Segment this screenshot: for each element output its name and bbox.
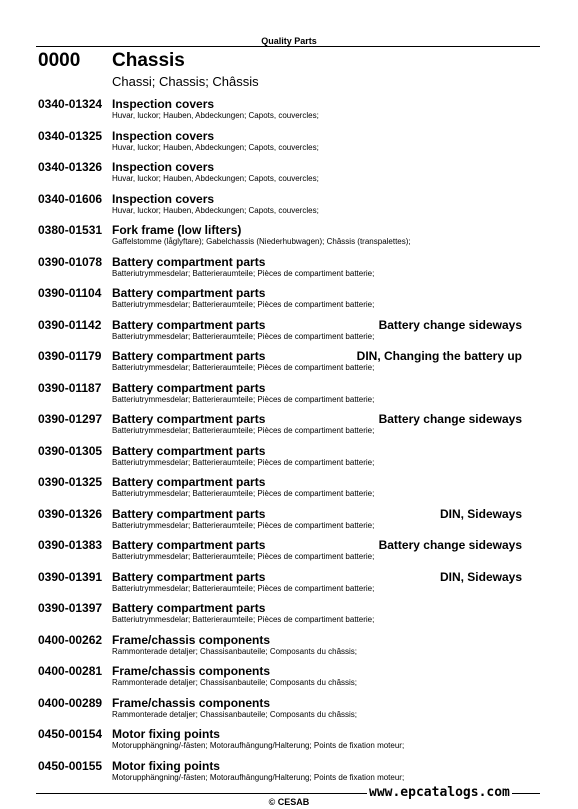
part-entry xyxy=(0,349,578,381)
part-title: Motor fixing points xyxy=(112,727,220,741)
part-title: Motor fixing points xyxy=(112,758,220,773)
part-translations: Motorupphängning/-fästen; Motoraufhängung/Halterung; Points de fixation moteur; xyxy=(112,741,405,750)
part-entry xyxy=(0,475,578,507)
part-translations: Huvar, luckor; Hauben, Abdeckungen; Capots, couvercles; xyxy=(112,174,319,183)
part-translations: Batteriutrymmesdelar; Batterieraumteile; Pièces de compartiment batterie; xyxy=(112,394,375,404)
part-entry xyxy=(0,381,578,413)
part-note: DIN, Sideways xyxy=(439,569,522,584)
part-title: Battery compartment parts xyxy=(112,254,266,269)
part-title: Inspection covers xyxy=(112,160,215,174)
part-title: Battery compartment parts xyxy=(112,475,266,489)
part-translations: Huvar, luckor; Hauben, Abdeckungen; Capots, couvercles; xyxy=(112,111,319,120)
part-code: 0390-01078 xyxy=(38,254,103,269)
part-code: 0390-01325 xyxy=(38,475,103,489)
part-title: Frame/chassis components xyxy=(112,695,271,710)
part-note: Battery change sideways xyxy=(378,538,522,552)
part-title: Frame/chassis components xyxy=(112,632,271,647)
part-title: Battery compartment parts xyxy=(112,412,266,426)
part-entry xyxy=(0,507,578,539)
part-code: 0340-01324 xyxy=(38,97,103,111)
part-note: DIN, Changing the battery up xyxy=(356,349,522,363)
part-translations: Batteriutrymmesdelar; Batterieraumteile; Pièces de compartiment batterie; xyxy=(112,300,375,309)
part-translations: Batteriutrymmesdelar; Batterieraumteile; Pièces de compartiment batterie; xyxy=(112,426,375,435)
part-translations: Gaffelstomme (låglyftare); Gabelchassis (Niederhubwagen); Châssis (transpalettes); xyxy=(112,237,411,246)
part-translations: Batteriutrymmesdelar; Batterieraumteile; Pièces de compartiment batterie; xyxy=(112,520,375,530)
part-code: 0340-01606 xyxy=(38,191,103,206)
part-code: 0390-01187 xyxy=(38,380,102,395)
part-note: Battery change sideways xyxy=(378,412,522,426)
part-code: 0340-01326 xyxy=(38,160,103,174)
part-entry xyxy=(0,318,578,350)
part-code: 0400-00281 xyxy=(38,664,103,678)
part-title: Battery compartment parts xyxy=(112,601,266,615)
part-translations: Rammonterade detaljer; Chassisanbauteile; Composants du châssis; xyxy=(112,709,358,719)
part-entry xyxy=(0,97,578,129)
part-entry xyxy=(0,570,578,602)
part-entry xyxy=(0,601,578,633)
part-title: Inspection covers xyxy=(112,97,215,111)
part-title: Battery compartment parts xyxy=(112,506,266,521)
part-translations: Batteriutrymmesdelar; Batterieraumteile; Pièces de compartiment batterie; xyxy=(112,583,375,593)
part-translations: Batteriutrymmesdelar; Batterieraumteile; Pièces de compartiment batterie; xyxy=(112,268,375,278)
part-title: Battery compartment parts xyxy=(112,443,266,458)
part-title: Inspection covers xyxy=(112,191,215,206)
part-translations: Batteriutrymmesdelar; Batterieraumteile; Pièces de compartiment batterie; xyxy=(112,552,375,561)
part-translations: Rammonterade detaljer; Chassisanbauteile; Composants du châssis; xyxy=(112,646,358,656)
part-entry xyxy=(0,160,578,192)
part-title: Battery compartment parts xyxy=(112,286,266,300)
part-code: 0450-00155 xyxy=(38,758,103,773)
part-entry xyxy=(0,633,578,665)
parts-list xyxy=(0,97,578,790)
part-code: 0380-01531 xyxy=(38,223,103,237)
part-title: Battery compartment parts xyxy=(112,569,266,584)
part-code: 0390-01326 xyxy=(38,506,103,521)
header-title: Quality Parts xyxy=(261,36,317,46)
part-note: DIN, Sideways xyxy=(439,506,522,521)
part-entry xyxy=(0,129,578,161)
footer-logo: © CESAB xyxy=(268,797,310,807)
part-title: Inspection covers xyxy=(112,128,215,143)
part-code: 0390-01305 xyxy=(38,443,103,458)
top-rule xyxy=(36,46,540,47)
part-entry xyxy=(0,664,578,696)
part-code: 0390-01179 xyxy=(38,349,102,363)
part-title: Battery compartment parts xyxy=(112,349,266,363)
part-code: 0450-00154 xyxy=(38,727,103,741)
part-code: 0340-01325 xyxy=(38,128,103,143)
part-translations: Motorupphängning/-fästen; Motoraufhängung/Halterung; Points de fixation moteur; xyxy=(112,772,405,782)
section-code: 0000 xyxy=(38,50,81,71)
part-code: 0390-01397 xyxy=(38,601,103,615)
part-translations: Batteriutrymmesdelar; Batterieraumteile; Pièces de compartiment batterie; xyxy=(112,331,375,341)
part-entry xyxy=(0,286,578,318)
part-entry xyxy=(0,538,578,570)
part-entry xyxy=(0,223,578,255)
part-entry xyxy=(0,696,578,728)
part-code: 0400-00262 xyxy=(38,632,103,647)
part-title: Battery compartment parts xyxy=(112,317,266,332)
part-translations: Batteriutrymmesdelar; Batterieraumteile; Pièces de compartiment batterie; xyxy=(112,363,375,372)
part-translations: Batteriutrymmesdelar; Batterieraumteile; Pièces de compartiment batterie; xyxy=(112,457,375,467)
part-entry xyxy=(0,412,578,444)
part-code: 0390-01391 xyxy=(38,569,103,584)
part-entry xyxy=(0,192,578,224)
section-subtitle: Chassi; Chassis; Châssis xyxy=(112,74,259,89)
part-translations: Batteriutrymmesdelar; Batterieraumteile; Pièces de compartiment batterie; xyxy=(112,615,375,624)
part-code: 0390-01142 xyxy=(38,317,102,332)
part-title: Fork frame (low lifters) xyxy=(112,223,242,237)
part-note: Battery change sideways xyxy=(378,317,522,332)
part-entry xyxy=(0,444,578,476)
section-name: Chassis xyxy=(112,50,185,71)
part-title: Frame/chassis components xyxy=(112,664,271,678)
part-translations: Rammonterade detaljer; Chassisanbauteile; Composants du châssis; xyxy=(112,678,358,687)
part-title: Battery compartment parts xyxy=(112,380,266,395)
part-translations: Batteriutrymmesdelar; Batterieraumteile; Pièces de compartiment batterie; xyxy=(112,489,375,498)
part-entry xyxy=(0,255,578,287)
part-code: 0390-01297 xyxy=(38,412,103,426)
part-code: 0400-00289 xyxy=(38,695,103,710)
part-code: 0390-01104 xyxy=(38,286,102,300)
part-entry xyxy=(0,727,578,759)
part-title: Battery compartment parts xyxy=(112,538,266,552)
part-code: 0390-01383 xyxy=(38,538,103,552)
part-translations: Huvar, luckor; Hauben, Abdeckungen; Capots, couvercles; xyxy=(112,142,319,152)
watermark: www.epcatalogs.com xyxy=(369,785,510,800)
part-translations: Huvar, luckor; Hauben, Abdeckungen; Capots, couvercles; xyxy=(112,205,319,215)
